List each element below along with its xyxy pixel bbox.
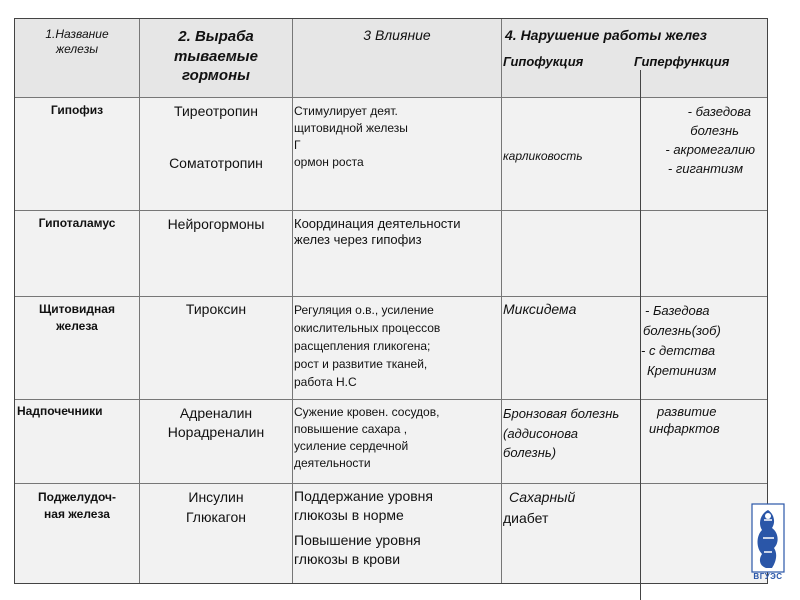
hormone-somatotropin: Соматотропин xyxy=(169,155,263,171)
effect-pancreas: Поддержание уровня глюкозы в норме Повышение уровня глюкозы в крови xyxy=(294,488,433,568)
header-hyperfunction: Гиперфункция xyxy=(634,54,730,69)
header-hormones: 2. Выраба тываемые гормоны xyxy=(174,28,258,84)
hormones-adrenal: Адреналин Норадреналин xyxy=(167,405,265,440)
vertical-guide-line xyxy=(640,70,641,600)
hyper-pituitary: - базедова болезнь - акромегалию - гигантизм xyxy=(665,104,755,176)
hyper-thyroid: - Базедова болезнь(зоб) - с детства Кретинизм xyxy=(641,303,721,379)
logo-caption: ВГУЭС xyxy=(753,572,783,581)
row-divider-1 xyxy=(15,97,767,98)
hypo-adrenal: Бронзовая болезнь (аддисонова болезнь) xyxy=(503,406,620,460)
effect-adrenal: Сужение кровен. сосудов, повышение сахара , усиление сердечной деятельности xyxy=(294,405,440,471)
header-hypofunction: Гипофукция xyxy=(503,54,584,69)
effect-thyroid: Регуляция о.в., усиление окислительных процессов расщепления гликогена; рост и развитие тканей, работа Н.С xyxy=(294,303,441,389)
col-divider-1 xyxy=(139,19,140,583)
gland-pancreas: Поджелудоч- ная железа xyxy=(38,490,116,522)
header-gland-name: 1.Название железы xyxy=(45,27,109,56)
gland-hypothalamus: Гипоталамус xyxy=(38,216,116,230)
row-divider-5 xyxy=(15,483,767,484)
col-divider-3 xyxy=(501,19,502,583)
gland-pituitary: Гипофиз xyxy=(50,103,104,117)
effect-pituitary: Стимулирует деят. щитовидной железы Г ормон роста xyxy=(294,104,408,170)
header-disorders: 4. Нарушение работы желез xyxy=(505,27,707,43)
effect-hypothalamus: Координация деятельности желез через гипофиз xyxy=(294,216,461,248)
hyper-adrenal: развитие инфарктов xyxy=(649,404,720,436)
col-divider-2 xyxy=(292,19,293,583)
hypo-thyroid: Миксидема xyxy=(503,301,577,317)
hormones-pancreas: Инсулин Глюкагон xyxy=(186,489,246,526)
hormone-thyroxine: Тироксин xyxy=(185,301,247,317)
hormone-neurohormones: Нейрогормоны xyxy=(167,216,265,232)
gland-adrenal: Надпочечники xyxy=(17,404,103,418)
header-effect: 3 Влияние xyxy=(363,27,431,43)
hypo-pancreas: Сахарный диабет xyxy=(503,489,576,526)
row-divider-3 xyxy=(15,296,767,297)
gland-thyroid: Щитовидная железа xyxy=(39,302,115,333)
glands-table xyxy=(14,18,768,584)
hypo-pituitary: карликовость xyxy=(503,149,583,163)
hormone-thyrotropin: Тиреотропин xyxy=(174,103,258,119)
row-divider-4 xyxy=(15,399,767,400)
row-divider-2 xyxy=(15,210,767,211)
